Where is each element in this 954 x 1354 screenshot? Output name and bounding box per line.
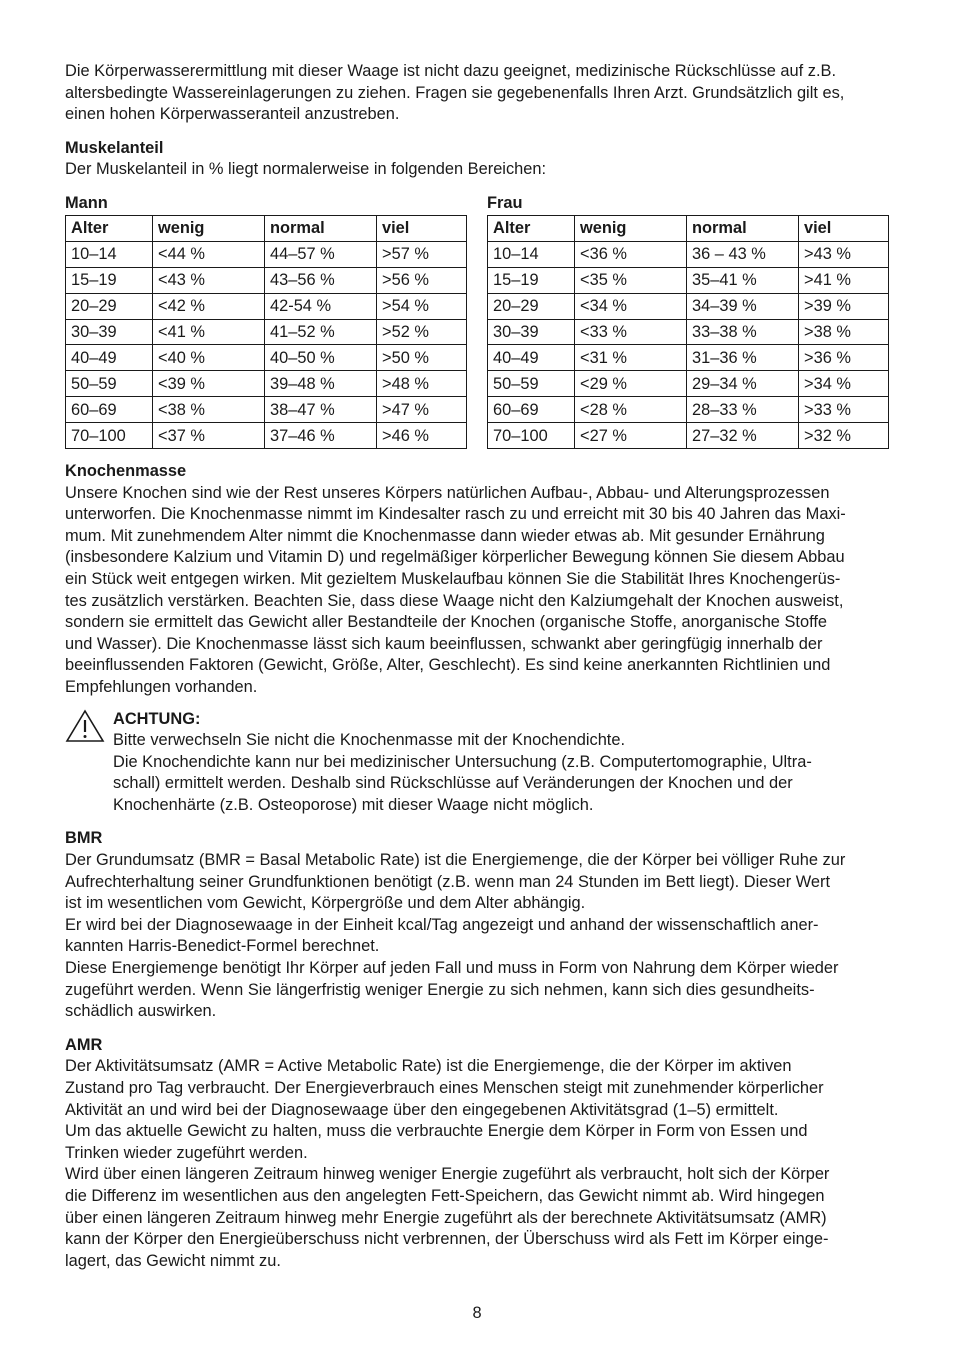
female-table-title: Frau xyxy=(487,193,523,212)
bone-line: mum. Mit zunehmendem Alter nimmt die Knochenmasse dann wieder etwas ab. Mit gesunder Ernährung xyxy=(65,526,825,545)
table-cell: 20–29 xyxy=(488,293,575,319)
amr-line: die Differenz im wesentlichen aus den angelegten Fett-Speichern, das Gewicht nimmt ab. Wird hingegen xyxy=(65,1186,825,1205)
amr-paragraph xyxy=(65,1056,893,1272)
table-cell: 37–46 % xyxy=(265,423,377,449)
table-cell: <39 % xyxy=(153,371,265,397)
table-row xyxy=(66,397,467,423)
table-cell: <44 % xyxy=(153,241,265,267)
table-cell: <28 % xyxy=(575,397,687,423)
column-header: wenig xyxy=(153,215,265,241)
bone-line: Empfehlungen vorhanden. xyxy=(65,677,258,696)
column-header: Alter xyxy=(488,215,575,241)
bone-line: tes zusätzlich verstärken. Beachten Sie, dass diese Waage nicht den Kalziumgehalt der Knochen ausweist, xyxy=(65,591,844,610)
table-cell: 15–19 xyxy=(66,267,153,293)
table-cell: <40 % xyxy=(153,345,265,371)
table-cell: >34 % xyxy=(799,371,889,397)
warning-box xyxy=(65,709,893,817)
table-cell: 10–14 xyxy=(488,241,575,267)
table-cell: 42-54 % xyxy=(265,293,377,319)
table-cell: 29–34 % xyxy=(687,371,799,397)
warning-line: Die Knochendichte kann nur bei medizinischer Untersuchung (z.B. Computertomographie, Ultra- xyxy=(113,752,812,771)
table-cell: <42 % xyxy=(153,293,265,319)
bmr-line: schädlich auswirken. xyxy=(65,1002,217,1021)
amr-line: lagert, das Gewicht nimmt zu. xyxy=(65,1251,281,1270)
warning-line: Bitte verwechseln Sie nicht die Knochenmasse mit der Knochendichte. xyxy=(113,731,626,750)
table-cell: 33–38 % xyxy=(687,319,799,345)
table-cell: 35–41 % xyxy=(687,267,799,293)
table-row xyxy=(488,267,889,293)
table-cell: 60–69 xyxy=(66,397,153,423)
column-header: normal xyxy=(265,215,377,241)
intro-paragraph xyxy=(65,61,893,126)
table-cell: >38 % xyxy=(799,319,889,345)
table-cell: <43 % xyxy=(153,267,265,293)
table-row xyxy=(66,241,467,267)
table-cell: <38 % xyxy=(153,397,265,423)
table-cell: >54 % xyxy=(377,293,467,319)
warning-text xyxy=(113,709,893,817)
table-cell: 40–49 xyxy=(66,345,153,371)
table-cell: 28–33 % xyxy=(687,397,799,423)
bmr-paragraph xyxy=(65,850,893,1023)
male-table-block xyxy=(65,191,466,449)
table-cell: >50 % xyxy=(377,345,467,371)
table-row xyxy=(66,345,467,371)
table-cell: >36 % xyxy=(799,345,889,371)
table-header-row xyxy=(66,215,467,241)
intro-line: Die Körperwasserermittlung mit dieser Waage ist nicht dazu geeignet, medizinische Rückschlüsse auf z.B. xyxy=(65,62,837,80)
table-cell: >39 % xyxy=(799,293,889,319)
table-row xyxy=(488,397,889,423)
table-cell: 41–52 % xyxy=(265,319,377,345)
warning-triangle-icon xyxy=(65,709,113,817)
table-cell: <35 % xyxy=(575,267,687,293)
amr-line: Um das aktuelle Gewicht zu halten, muss die verbrauchte Energie dem Körper in Form von Essen und xyxy=(65,1122,808,1141)
table-cell: >41 % xyxy=(799,267,889,293)
male-muscle-table xyxy=(65,215,467,449)
table-cell: >57 % xyxy=(377,241,467,267)
table-cell: 40–50 % xyxy=(265,345,377,371)
table-cell: 40–49 xyxy=(488,345,575,371)
bmr-line: kannten Harris-Benedict-Formel berechnet. xyxy=(65,937,380,956)
table-cell: >32 % xyxy=(799,423,889,449)
table-cell: >43 % xyxy=(799,241,889,267)
table-cell: <27 % xyxy=(575,423,687,449)
table-row xyxy=(488,319,889,345)
table-cell: 50–59 xyxy=(66,371,153,397)
table-cell: 15–19 xyxy=(488,267,575,293)
table-cell: >46 % xyxy=(377,423,467,449)
table-row xyxy=(66,371,467,397)
amr-line: kann der Körper den Energieüberschuss nicht verbrennen, der Überschuss wird als Fett im Körper einge- xyxy=(65,1230,829,1249)
intro-line: altersbedingte Wassereinlagerungen zu ziehen. Fragen sie gegebenenfalls Ihren Arzt. Grundsätzlich gilt es, xyxy=(65,83,845,102)
table-cell: 30–39 xyxy=(66,319,153,345)
table-cell: 50–59 xyxy=(488,371,575,397)
table-cell: <33 % xyxy=(575,319,687,345)
table-row xyxy=(488,423,889,449)
table-cell: <34 % xyxy=(575,293,687,319)
amr-line: Wird über einen längeren Zeitraum hinweg weniger Energie zugeführt als verbraucht, holt sich der Körper xyxy=(65,1165,830,1184)
column-header: normal xyxy=(687,215,799,241)
muscle-heading: Muskelanteil xyxy=(65,138,164,157)
table-row xyxy=(66,319,467,345)
bmr-line: Der Grundumsatz (BMR = Basal Metabolic Rate) ist die Energiemenge, die der Körper bei völliger Ruhe zur xyxy=(65,851,846,870)
column-header: viel xyxy=(377,215,467,241)
table-cell: 31–36 % xyxy=(687,345,799,371)
column-header: Alter xyxy=(66,215,153,241)
amr-line: Zustand pro Tag verbraucht. Der Energieverbrauch eines Menschen steigt mit zunehmender körperlicher xyxy=(65,1079,824,1098)
warning-title: ACHTUNG: xyxy=(113,709,201,728)
bone-line: sondern sie ermittelt das Gewicht aller Bestandteile der Knochen (organische Stoffe, anorganische Stoffe xyxy=(65,613,828,632)
muscle-tables xyxy=(65,191,888,449)
intro-line: einen hohen Körperwasseranteil anzustreben. xyxy=(65,105,400,124)
table-cell: 30–39 xyxy=(488,319,575,345)
table-cell: >52 % xyxy=(377,319,467,345)
warning-line: Knochenhärte (z.B. Osteoporose) mit dieser Waage nicht möglich. xyxy=(113,795,594,814)
bmr-heading: BMR xyxy=(65,829,103,848)
table-cell: 10–14 xyxy=(66,241,153,267)
bone-paragraph xyxy=(65,483,893,699)
table-row xyxy=(488,371,889,397)
table-cell: >33 % xyxy=(799,397,889,423)
bone-line: beeinflussenden Faktoren (Gewicht, Größe, Alter, Geschlecht). Es sind keine anerkannten Richtlinien und xyxy=(65,656,831,675)
table-cell: 20–29 xyxy=(66,293,153,319)
table-cell: <41 % xyxy=(153,319,265,345)
bmr-line: Diese Energiemenge benötigt Ihr Körper auf jeden Fall und muss in Form von Nahrung dem Körper wieder xyxy=(65,959,839,978)
column-header: wenig xyxy=(575,215,687,241)
amr-line: über einen längeren Zeitraum hinweg mehr Energie zugeführt als der berechnete Aktivitätsumsatz (AMR) xyxy=(65,1208,827,1227)
table-cell: 36 – 43 % xyxy=(687,241,799,267)
bone-line: (insbesondere Kalzium und Vitamin D) und regelmäßiger körperlicher Bewegung können Sie diesem Abbau xyxy=(65,548,845,567)
table-cell: >56 % xyxy=(377,267,467,293)
female-table-block xyxy=(487,191,888,449)
table-row xyxy=(66,423,467,449)
table-cell: 39–48 % xyxy=(265,371,377,397)
bmr-line: zugeführt werden. Wenn Sie längerfristig weniger Energie zu sich nehmen, kann sich dies gesundheits- xyxy=(65,980,815,999)
warning-line: schall) ermittelt werden. Deshalb sind Rückschlüsse auf Veränderungen der Knochen und der xyxy=(113,774,793,793)
bone-line: Unsere Knochen sind wie der Rest unseres Körpers natürlichen Aufbau-, Abbau- und Alterungsprozessen xyxy=(65,483,830,502)
table-cell: 70–100 xyxy=(488,423,575,449)
table-cell: <31 % xyxy=(575,345,687,371)
bmr-line: Aufrechterhaltung seiner Grundfunktionen benötigt (z.B. wenn man 24 Stunden im Bett liegt). Dieser Wert xyxy=(65,872,831,891)
table-cell: >48 % xyxy=(377,371,467,397)
male-table-title: Mann xyxy=(65,193,108,212)
table-cell: >47 % xyxy=(377,397,467,423)
amr-line: Trinken wieder zugeführt werden. xyxy=(65,1143,308,1162)
table-row xyxy=(66,293,467,319)
bone-line: und Wasser). Die Knochenmasse lässt sich kaum beeinflussen, schwankt aber geringfügig innerhalb der xyxy=(65,634,823,653)
table-cell: <29 % xyxy=(575,371,687,397)
amr-line: Der Aktivitätsumsatz (AMR = Active Metabolic Rate) ist die Energiemenge, die der Körper im aktiven xyxy=(65,1057,792,1076)
table-row xyxy=(488,345,889,371)
amr-line: Aktivität an und wird bei der Diagnosewaage über den eingegebenen Aktivitätsgrad (1–5) ermittelt. xyxy=(65,1100,779,1119)
bone-heading: Knochenmasse xyxy=(65,461,187,480)
amr-heading: AMR xyxy=(65,1035,103,1054)
table-cell: <37 % xyxy=(153,423,265,449)
table-cell: 34–39 % xyxy=(687,293,799,319)
document-page xyxy=(65,61,893,1272)
table-cell: 60–69 xyxy=(488,397,575,423)
column-header: viel xyxy=(799,215,889,241)
bmr-line: ist im wesentlichen vom Gewicht, Körpergröße und dem Alter abhängig. xyxy=(65,894,586,913)
bone-line: unterworfen. Die Knochenmasse nimmt im Kindesalter rasch zu und erreicht mit 30 bis 40 Jahren das Maxi- xyxy=(65,505,846,524)
table-row xyxy=(66,267,467,293)
female-muscle-table xyxy=(487,215,889,449)
page-number: 8 xyxy=(472,1304,482,1322)
table-cell: 44–57 % xyxy=(265,241,377,267)
table-cell: 38–47 % xyxy=(265,397,377,423)
table-header-row xyxy=(488,215,889,241)
table-cell: 43–56 % xyxy=(265,267,377,293)
table-row xyxy=(488,241,889,267)
bone-line: ein Stück weit entgegen wirken. Mit gezieltem Muskelaufbau können Sie die Stabilität Ihres Knochengerüs- xyxy=(65,569,841,588)
muscle-text: Der Muskelanteil in % liegt normalerweise in folgenden Bereichen: xyxy=(65,160,547,179)
table-cell: <36 % xyxy=(575,241,687,267)
bmr-line: Er wird bei der Diagnosewaage in der Einheit kcal/Tag angezeigt und anhand der wissenschaftlich aner- xyxy=(65,915,819,934)
table-row xyxy=(488,293,889,319)
table-cell: 27–32 % xyxy=(687,423,799,449)
table-cell: 70–100 xyxy=(66,423,153,449)
